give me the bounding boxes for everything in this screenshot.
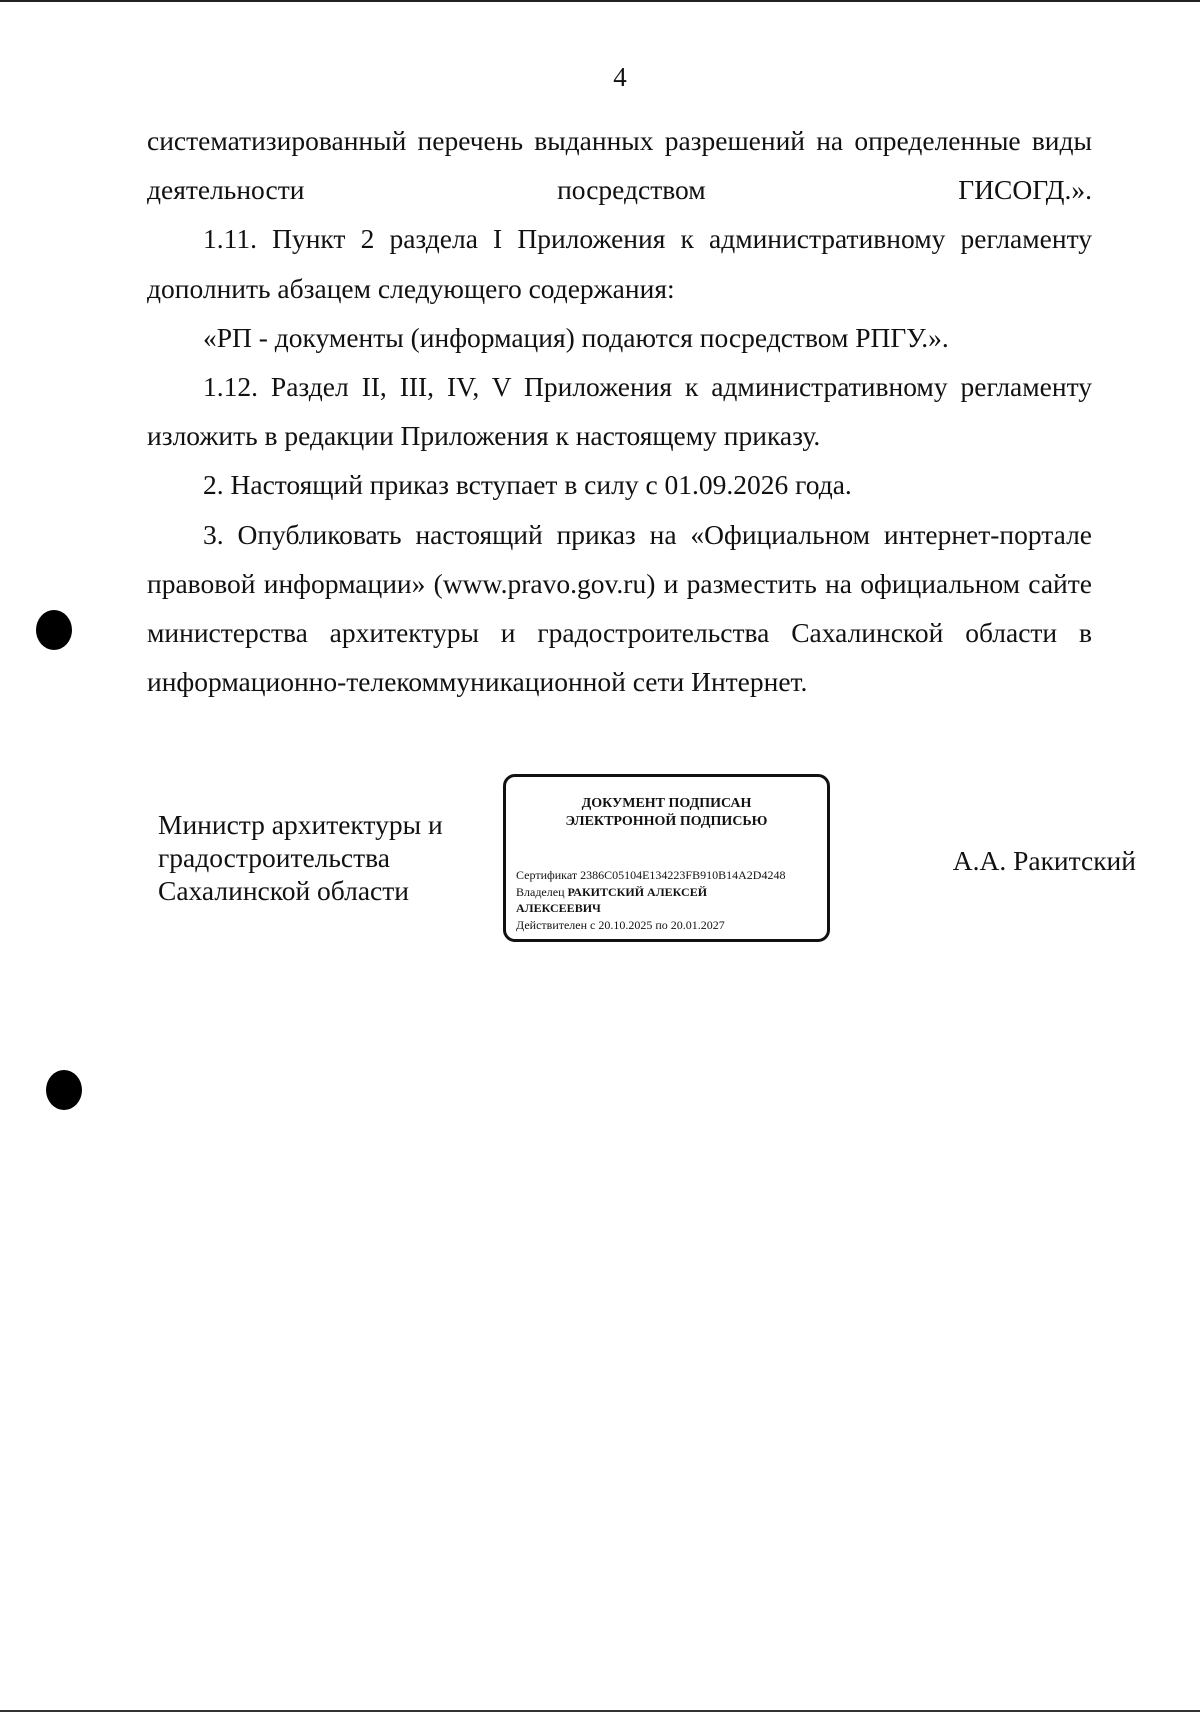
paragraph-continuation: систематизированный перечень выданных разрешений на определенные виды деятельности посредством ГИСОГД.». (147, 125, 1092, 206)
document-body (147, 116, 1092, 706)
stamp-certificate-label: Сертификат (516, 868, 578, 882)
binder-hole-mark (46, 1070, 82, 1110)
stamp-heading-line: ЭЛЕКТРОННОЙ ПОДПИСЬЮ (565, 814, 768, 829)
stamp-owner-label: Владелец (516, 884, 565, 899)
signer-title-line: градостроительства (158, 842, 390, 873)
electronic-signature-stamp (503, 774, 830, 942)
stamp-owner-row-2 (516, 900, 785, 917)
signer-title-line: Сахалинской области (158, 875, 409, 906)
paragraph-1-12: 1.12. Раздел II, III, IV, V Приложения к административному регламенту изложить в редакции Приложения к настоящему приказу. (147, 371, 1092, 452)
signer-title-line: Министр архитектуры и (158, 809, 443, 840)
paragraph-2: 2. Настоящий приказ вступает в силу с 01.09.2026 года. (203, 469, 852, 501)
signer-name: А.А. Ракитский (952, 845, 1136, 876)
page-top-border (0, 0, 1200, 2)
paragraph-3: 3. Опубликовать настоящий приказ на «Официальном интернет-портале правовой информации» (www.pravo.gov.ru) и разместить на официальном сайте министерства архитектуры и градостроительства Сахалинской области в информационно-телекоммуникационной сети Интернет. (147, 518, 1092, 698)
stamp-validity-row (516, 917, 785, 934)
page-number: 4 (613, 62, 627, 92)
stamp-heading-line: ДОКУМЕНТ ПОДПИСАН (581, 796, 752, 811)
stamp-details (516, 867, 785, 933)
stamp-owner-value-2: АЛЕКСЕЕВИЧ (516, 901, 601, 915)
stamp-certificate-value: 2386C05104E134223FB910B14A2D4248 (580, 868, 786, 882)
stamp-validity: Действителен с 20.10.2025 по 20.01.2027 (516, 917, 725, 932)
signer-title (158, 808, 443, 907)
binder-hole-mark (36, 610, 72, 650)
stamp-owner-value: РАКИТСКИЙ АЛЕКСЕЙ (567, 884, 708, 899)
stamp-owner-row (516, 884, 785, 901)
stamp-certificate-row (516, 867, 785, 884)
stamp-heading (506, 795, 827, 831)
paragraph-quote-rp: «РП - документы (информация) подаются посредством РПГУ.». (203, 321, 949, 353)
page-bottom-border (0, 1710, 1200, 1712)
paragraph-1-11: 1.11. Пункт 2 раздела I Приложения к административному регламенту дополнить абзацем следующего содержания: (147, 223, 1092, 304)
